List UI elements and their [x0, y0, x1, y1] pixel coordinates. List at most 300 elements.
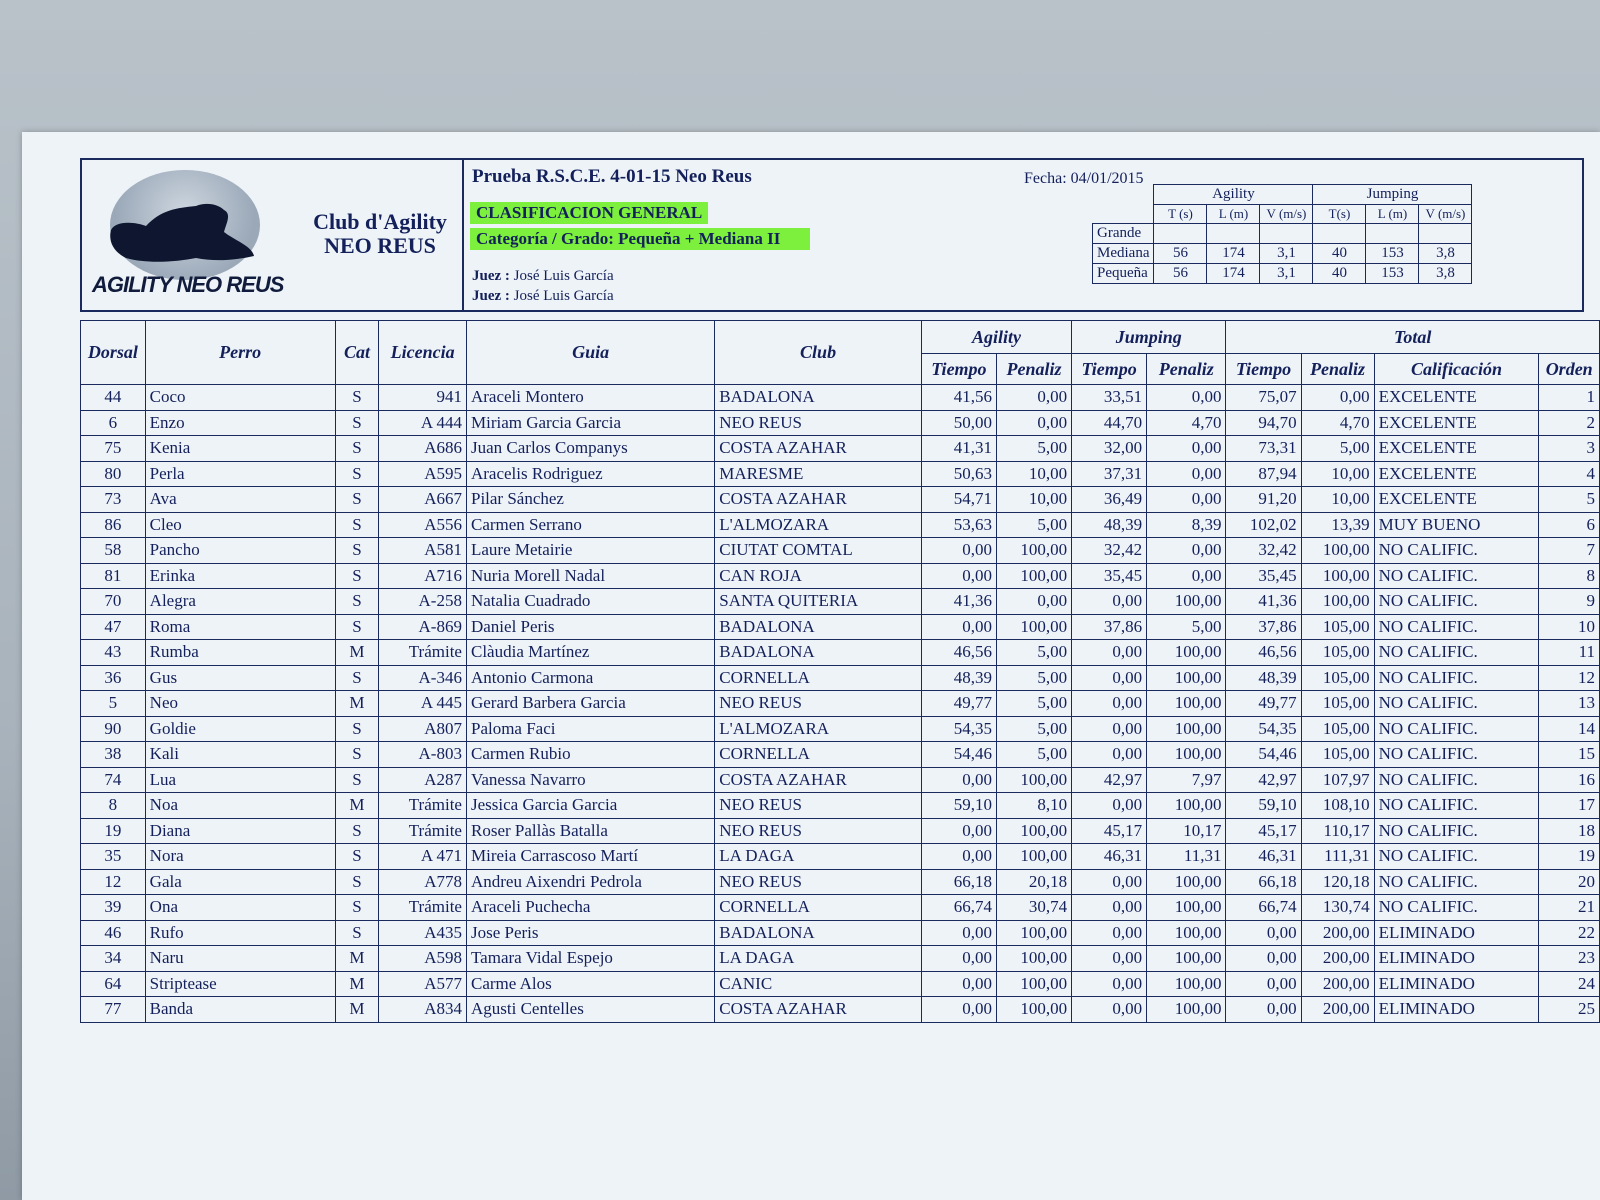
cell-perro: Erinka [145, 563, 335, 589]
cell-guia: Clàudia Martínez [466, 640, 714, 666]
cell-agility-penaliz: 5,00 [996, 742, 1071, 768]
cell-club: LA DAGA [715, 844, 922, 870]
judge-name: José Luis García [513, 288, 614, 304]
cell-licencia: A581 [379, 538, 467, 564]
cell-total-penaliz: 5,00 [1301, 436, 1374, 462]
cell-jumping-penaliz: 100,00 [1147, 997, 1226, 1023]
cell-orden: 23 [1539, 946, 1600, 972]
cell-orden: 5 [1539, 487, 1600, 513]
cell-guia: Juan Carlos Companys [466, 436, 714, 462]
cell-agility-penaliz: 100,00 [996, 920, 1071, 946]
course-speed-table [1092, 184, 1472, 284]
cell-calificacion: ELIMINADO [1374, 997, 1539, 1023]
cell-dorsal: 36 [81, 665, 146, 691]
cell-perro: Enzo [145, 410, 335, 436]
cell-club: NEO REUS [715, 410, 922, 436]
cell-total-penaliz: 100,00 [1301, 538, 1374, 564]
cell-jumping-penaliz: 8,39 [1147, 512, 1226, 538]
table-row [81, 869, 1600, 895]
cell-orden: 8 [1539, 563, 1600, 589]
cell-dorsal: 35 [81, 844, 146, 870]
cell-total-tiempo: 66,18 [1226, 869, 1301, 895]
classification-title: CLASIFICACION GENERAL [470, 202, 708, 224]
cell-total-penaliz: 108,10 [1301, 793, 1374, 819]
cell-orden: 10 [1539, 614, 1600, 640]
cell-cat: S [335, 589, 379, 615]
col-total-tiempo: Tiempo [1226, 354, 1301, 385]
cell-guia: Natalia Cuadrado [466, 589, 714, 615]
cell-jumping-penaliz: 100,00 [1147, 920, 1226, 946]
cell-perro: Ona [145, 895, 335, 921]
cell-total-penaliz: 105,00 [1301, 742, 1374, 768]
cell-calificacion: NO CALIFIC. [1374, 589, 1539, 615]
cell-jumping-penaliz: 0,00 [1147, 538, 1226, 564]
speed-jumping-header: Jumping [1313, 185, 1472, 205]
speed-cell: 153 [1366, 244, 1419, 264]
cell-agility-tiempo: 0,00 [921, 767, 996, 793]
cell-agility-penaliz: 100,00 [996, 563, 1071, 589]
cell-total-penaliz: 105,00 [1301, 640, 1374, 666]
judge-2 [472, 288, 614, 305]
cell-calificacion: NO CALIFIC. [1374, 614, 1539, 640]
cell-calificacion: NO CALIFIC. [1374, 716, 1539, 742]
cell-licencia: A-803 [379, 742, 467, 768]
cell-jumping-penaliz: 0,00 [1147, 563, 1226, 589]
speed-row-label: Grande [1093, 224, 1154, 244]
speed-cell: 174 [1207, 244, 1260, 264]
judge-label: Juez : [472, 268, 510, 284]
speed-subheader: V (m/s) [1260, 205, 1313, 224]
empty-cell [1093, 205, 1154, 224]
cell-guia: Aracelis Rodriguez [466, 461, 714, 487]
cell-agility-penaliz: 0,00 [996, 385, 1071, 411]
logo-wordmark: AGILITY NEO REUS [92, 272, 284, 297]
speed-cell: 3,8 [1419, 244, 1472, 264]
event-info [464, 160, 1582, 310]
cell-calificacion: ELIMINADO [1374, 971, 1539, 997]
cell-club: MARESME [715, 461, 922, 487]
cell-total-tiempo: 35,45 [1226, 563, 1301, 589]
cell-licencia: A556 [379, 512, 467, 538]
speed-cell: 56 [1154, 264, 1207, 284]
cell-jumping-penaliz: 100,00 [1147, 895, 1226, 921]
cell-cat: S [335, 385, 379, 411]
cell-jumping-penaliz: 100,00 [1147, 869, 1226, 895]
cell-licencia: A834 [379, 997, 467, 1023]
club-name-line2: NEO REUS [324, 233, 436, 258]
cell-perro: Noa [145, 793, 335, 819]
speed-cell [1154, 224, 1207, 244]
table-row [81, 563, 1600, 589]
speed-subheader: L (m) [1366, 205, 1419, 224]
cell-guia: Vanessa Navarro [466, 767, 714, 793]
cell-licencia: Trámite [379, 895, 467, 921]
cell-jumping-penaliz: 5,00 [1147, 614, 1226, 640]
cell-club: CAN ROJA [715, 563, 922, 589]
speed-cell: 40 [1313, 264, 1366, 284]
table-row [81, 691, 1600, 717]
cell-perro: Nora [145, 844, 335, 870]
col-jumping-penaliz: Penaliz [1147, 354, 1226, 385]
cell-agility-tiempo: 0,00 [921, 563, 996, 589]
cell-total-penaliz: 105,00 [1301, 716, 1374, 742]
cell-jumping-tiempo: 33,51 [1072, 385, 1147, 411]
cell-perro: Striptease [145, 971, 335, 997]
cell-guia: Carme Alos [466, 971, 714, 997]
cell-licencia: A-869 [379, 614, 467, 640]
cell-orden: 18 [1539, 818, 1600, 844]
cell-jumping-tiempo: 0,00 [1072, 895, 1147, 921]
cell-licencia: Trámite [379, 818, 467, 844]
cell-total-tiempo: 45,17 [1226, 818, 1301, 844]
table-row [81, 589, 1600, 615]
cell-perro: Coco [145, 385, 335, 411]
judge-1 [472, 268, 614, 285]
cell-jumping-penaliz: 0,00 [1147, 385, 1226, 411]
cell-dorsal: 73 [81, 487, 146, 513]
cell-jumping-tiempo: 35,45 [1072, 563, 1147, 589]
cell-club: NEO REUS [715, 793, 922, 819]
cell-jumping-penaliz: 7,97 [1147, 767, 1226, 793]
cell-agility-tiempo: 46,56 [921, 640, 996, 666]
cell-club: COSTA AZAHAR [715, 436, 922, 462]
cell-perro: Gala [145, 869, 335, 895]
speed-row [1093, 244, 1472, 264]
cell-total-tiempo: 0,00 [1226, 971, 1301, 997]
cell-guia: Tamara Vidal Espejo [466, 946, 714, 972]
cell-guia: Jose Peris [466, 920, 714, 946]
cell-perro: Kali [145, 742, 335, 768]
cell-cat: S [335, 461, 379, 487]
cell-calificacion: ELIMINADO [1374, 946, 1539, 972]
cell-total-tiempo: 75,07 [1226, 385, 1301, 411]
cell-guia: Araceli Puchecha [466, 895, 714, 921]
cell-orden: 15 [1539, 742, 1600, 768]
cell-dorsal: 47 [81, 614, 146, 640]
table-row [81, 793, 1600, 819]
table-row [81, 920, 1600, 946]
cell-orden: 7 [1539, 538, 1600, 564]
table-row [81, 385, 1600, 411]
cell-jumping-tiempo: 37,31 [1072, 461, 1147, 487]
cell-total-penaliz: 130,74 [1301, 895, 1374, 921]
cell-guia: Paloma Faci [466, 716, 714, 742]
cell-agility-penaliz: 100,00 [996, 538, 1071, 564]
speed-subheader: T (s) [1154, 205, 1207, 224]
cell-orden: 19 [1539, 844, 1600, 870]
cell-agility-tiempo: 0,00 [921, 971, 996, 997]
cell-agility-tiempo: 50,63 [921, 461, 996, 487]
cell-club: CIUTAT COMTAL [715, 538, 922, 564]
table-row [81, 742, 1600, 768]
cell-guia: Mireia Carrascoso Martí [466, 844, 714, 870]
cell-club: NEO REUS [715, 818, 922, 844]
cell-dorsal: 58 [81, 538, 146, 564]
cell-cat: S [335, 716, 379, 742]
cell-orden: 11 [1539, 640, 1600, 666]
cell-total-penaliz: 105,00 [1301, 614, 1374, 640]
cell-cat: S [335, 742, 379, 768]
cell-jumping-tiempo: 45,17 [1072, 818, 1147, 844]
cell-guia: Andreu Aixendri Pedrola [466, 869, 714, 895]
cell-total-tiempo: 73,31 [1226, 436, 1301, 462]
cell-agility-tiempo: 0,00 [921, 920, 996, 946]
cell-jumping-tiempo: 0,00 [1072, 742, 1147, 768]
col-group-jumping: Jumping [1072, 321, 1226, 354]
table-row [81, 614, 1600, 640]
cell-licencia: Trámite [379, 640, 467, 666]
cell-dorsal: 70 [81, 589, 146, 615]
cell-total-tiempo: 54,35 [1226, 716, 1301, 742]
speed-cell [1419, 224, 1472, 244]
logo-cell [82, 160, 464, 310]
cell-total-penaliz: 200,00 [1301, 997, 1374, 1023]
cell-jumping-penaliz: 100,00 [1147, 793, 1226, 819]
cell-agility-tiempo: 48,39 [921, 665, 996, 691]
cell-agility-tiempo: 66,74 [921, 895, 996, 921]
speed-cell: 3,1 [1260, 244, 1313, 264]
cell-dorsal: 5 [81, 691, 146, 717]
cell-dorsal: 44 [81, 385, 146, 411]
col-group-total: Total [1226, 321, 1600, 354]
cell-calificacion: EXCELENTE [1374, 461, 1539, 487]
cell-cat: S [335, 844, 379, 870]
cell-dorsal: 77 [81, 997, 146, 1023]
cell-calificacion: MUY BUENO [1374, 512, 1539, 538]
cell-orden: 13 [1539, 691, 1600, 717]
cell-total-tiempo: 49,77 [1226, 691, 1301, 717]
cell-cat: M [335, 946, 379, 972]
cell-guia: Agusti Centelles [466, 997, 714, 1023]
cell-jumping-penaliz: 100,00 [1147, 640, 1226, 666]
cell-jumping-penaliz: 100,00 [1147, 589, 1226, 615]
cell-dorsal: 75 [81, 436, 146, 462]
cell-total-penaliz: 200,00 [1301, 971, 1374, 997]
speed-row-label: Pequeña [1093, 264, 1154, 284]
cell-agility-penaliz: 100,00 [996, 767, 1071, 793]
speed-cell: 40 [1313, 244, 1366, 264]
cell-guia: Gerard Barbera Garcia [466, 691, 714, 717]
cell-perro: Ava [145, 487, 335, 513]
event-date: Fecha: 04/01/2015 [1024, 170, 1144, 187]
cell-orden: 1 [1539, 385, 1600, 411]
cell-guia: Carmen Serrano [466, 512, 714, 538]
cell-cat: S [335, 614, 379, 640]
cell-orden: 20 [1539, 869, 1600, 895]
cell-total-penaliz: 4,70 [1301, 410, 1374, 436]
cell-perro: Kenia [145, 436, 335, 462]
cell-jumping-tiempo: 44,70 [1072, 410, 1147, 436]
table-row [81, 946, 1600, 972]
cell-calificacion: EXCELENTE [1374, 385, 1539, 411]
cell-jumping-penaliz: 100,00 [1147, 716, 1226, 742]
table-row [81, 410, 1600, 436]
cell-jumping-penaliz: 100,00 [1147, 665, 1226, 691]
cell-dorsal: 80 [81, 461, 146, 487]
cell-agility-penaliz: 0,00 [996, 589, 1071, 615]
cell-calificacion: EXCELENTE [1374, 487, 1539, 513]
cell-total-tiempo: 0,00 [1226, 920, 1301, 946]
cell-licencia: A287 [379, 767, 467, 793]
cell-total-penaliz: 10,00 [1301, 461, 1374, 487]
cell-total-tiempo: 66,74 [1226, 895, 1301, 921]
cell-agility-tiempo: 0,00 [921, 997, 996, 1023]
cell-perro: Goldie [145, 716, 335, 742]
cell-agility-penaliz: 8,10 [996, 793, 1071, 819]
cell-guia: Daniel Peris [466, 614, 714, 640]
cell-dorsal: 64 [81, 971, 146, 997]
cell-perro: Gus [145, 665, 335, 691]
cell-cat: M [335, 691, 379, 717]
cell-agility-penaliz: 5,00 [996, 436, 1071, 462]
cell-cat: M [335, 793, 379, 819]
cell-total-tiempo: 48,39 [1226, 665, 1301, 691]
cell-club: COSTA AZAHAR [715, 487, 922, 513]
cell-club: BADALONA [715, 385, 922, 411]
table-row [81, 716, 1600, 742]
cell-perro: Diana [145, 818, 335, 844]
cell-jumping-penaliz: 0,00 [1147, 436, 1226, 462]
club-name [300, 210, 460, 258]
cell-jumping-tiempo: 0,00 [1072, 665, 1147, 691]
cell-agility-penaliz: 5,00 [996, 640, 1071, 666]
cell-club: COSTA AZAHAR [715, 997, 922, 1023]
cell-perro: Alegra [145, 589, 335, 615]
speed-subheader: L (m) [1207, 205, 1260, 224]
table-row [81, 895, 1600, 921]
speed-row [1093, 264, 1472, 284]
cell-guia: Roser Pallàs Batalla [466, 818, 714, 844]
speed-cell [1260, 224, 1313, 244]
cell-orden: 25 [1539, 997, 1600, 1023]
table-row [81, 971, 1600, 997]
cell-agility-tiempo: 59,10 [921, 793, 996, 819]
cell-agility-tiempo: 54,35 [921, 716, 996, 742]
cell-guia: Laure Metairie [466, 538, 714, 564]
cell-total-tiempo: 54,46 [1226, 742, 1301, 768]
cell-agility-tiempo: 66,18 [921, 869, 996, 895]
judge-name: José Luis García [513, 268, 614, 284]
table-row [81, 512, 1600, 538]
cell-jumping-tiempo: 32,00 [1072, 436, 1147, 462]
cell-agility-tiempo: 54,46 [921, 742, 996, 768]
cell-dorsal: 90 [81, 716, 146, 742]
results-table [80, 320, 1600, 1023]
cell-orden: 21 [1539, 895, 1600, 921]
sheet-header [80, 158, 1584, 312]
cell-calificacion: NO CALIFIC. [1374, 691, 1539, 717]
cell-agility-tiempo: 0,00 [921, 844, 996, 870]
cell-total-tiempo: 46,56 [1226, 640, 1301, 666]
table-row [81, 487, 1600, 513]
cell-agility-penaliz: 20,18 [996, 869, 1071, 895]
cell-cat: M [335, 997, 379, 1023]
cell-total-penaliz: 120,18 [1301, 869, 1374, 895]
cell-cat: S [335, 895, 379, 921]
cell-licencia: Trámite [379, 793, 467, 819]
cell-licencia: A577 [379, 971, 467, 997]
cell-club: NEO REUS [715, 691, 922, 717]
speed-cell [1366, 224, 1419, 244]
cell-club: COSTA AZAHAR [715, 767, 922, 793]
cell-cat: S [335, 563, 379, 589]
cell-calificacion: NO CALIFIC. [1374, 793, 1539, 819]
cell-orden: 22 [1539, 920, 1600, 946]
cell-licencia: A435 [379, 920, 467, 946]
cell-agility-penaliz: 100,00 [996, 946, 1071, 972]
cell-total-tiempo: 87,94 [1226, 461, 1301, 487]
col-club: Club [715, 321, 922, 385]
cell-club: CORNELLA [715, 742, 922, 768]
cell-guia: Jessica Garcia Garcia [466, 793, 714, 819]
cell-orden: 2 [1539, 410, 1600, 436]
cell-jumping-tiempo: 0,00 [1072, 691, 1147, 717]
cell-cat: M [335, 640, 379, 666]
cell-licencia: A595 [379, 461, 467, 487]
cell-dorsal: 46 [81, 920, 146, 946]
col-jumping-tiempo: Tiempo [1072, 354, 1147, 385]
cell-cat: S [335, 487, 379, 513]
cell-guia: Carmen Rubio [466, 742, 714, 768]
cell-calificacion: NO CALIFIC. [1374, 767, 1539, 793]
col-agility-tiempo: Tiempo [921, 354, 996, 385]
cell-agility-penaliz: 0,00 [996, 410, 1071, 436]
cell-total-penaliz: 100,00 [1301, 589, 1374, 615]
cell-total-penaliz: 10,00 [1301, 487, 1374, 513]
cell-guia: Miriam Garcia Garcia [466, 410, 714, 436]
cell-jumping-penaliz: 100,00 [1147, 691, 1226, 717]
cell-total-tiempo: 0,00 [1226, 946, 1301, 972]
cell-calificacion: NO CALIFIC. [1374, 869, 1539, 895]
cell-orden: 16 [1539, 767, 1600, 793]
table-row [81, 844, 1600, 870]
cell-total-penaliz: 107,97 [1301, 767, 1374, 793]
cell-calificacion: ELIMINADO [1374, 920, 1539, 946]
cell-club: BADALONA [715, 640, 922, 666]
cell-calificacion: NO CALIFIC. [1374, 844, 1539, 870]
club-name-line1: Club d'Agility [313, 209, 447, 234]
cell-total-penaliz: 100,00 [1301, 563, 1374, 589]
cell-agility-tiempo: 0,00 [921, 946, 996, 972]
cell-orden: 3 [1539, 436, 1600, 462]
cell-guia: Araceli Montero [466, 385, 714, 411]
cell-jumping-tiempo: 0,00 [1072, 971, 1147, 997]
cell-agility-penaliz: 100,00 [996, 971, 1071, 997]
cell-calificacion: EXCELENTE [1374, 410, 1539, 436]
cell-guia: Nuria Morell Nadal [466, 563, 714, 589]
cell-jumping-tiempo: 32,42 [1072, 538, 1147, 564]
cell-dorsal: 86 [81, 512, 146, 538]
col-guia: Guia [466, 321, 714, 385]
cell-orden: 24 [1539, 971, 1600, 997]
cell-agility-penaliz: 100,00 [996, 844, 1071, 870]
cell-club: L'ALMOZARA [715, 716, 922, 742]
table-row [81, 767, 1600, 793]
results-sheet [22, 132, 1600, 1200]
cell-agility-tiempo: 0,00 [921, 538, 996, 564]
cell-perro: Lua [145, 767, 335, 793]
cell-dorsal: 19 [81, 818, 146, 844]
cell-orden: 14 [1539, 716, 1600, 742]
cell-licencia: A686 [379, 436, 467, 462]
cell-licencia: A807 [379, 716, 467, 742]
cell-licencia: A667 [379, 487, 467, 513]
cell-club: SANTA QUITERIA [715, 589, 922, 615]
table-row [81, 640, 1600, 666]
cell-dorsal: 6 [81, 410, 146, 436]
speed-row-label: Mediana [1093, 244, 1154, 264]
cell-total-tiempo: 91,20 [1226, 487, 1301, 513]
